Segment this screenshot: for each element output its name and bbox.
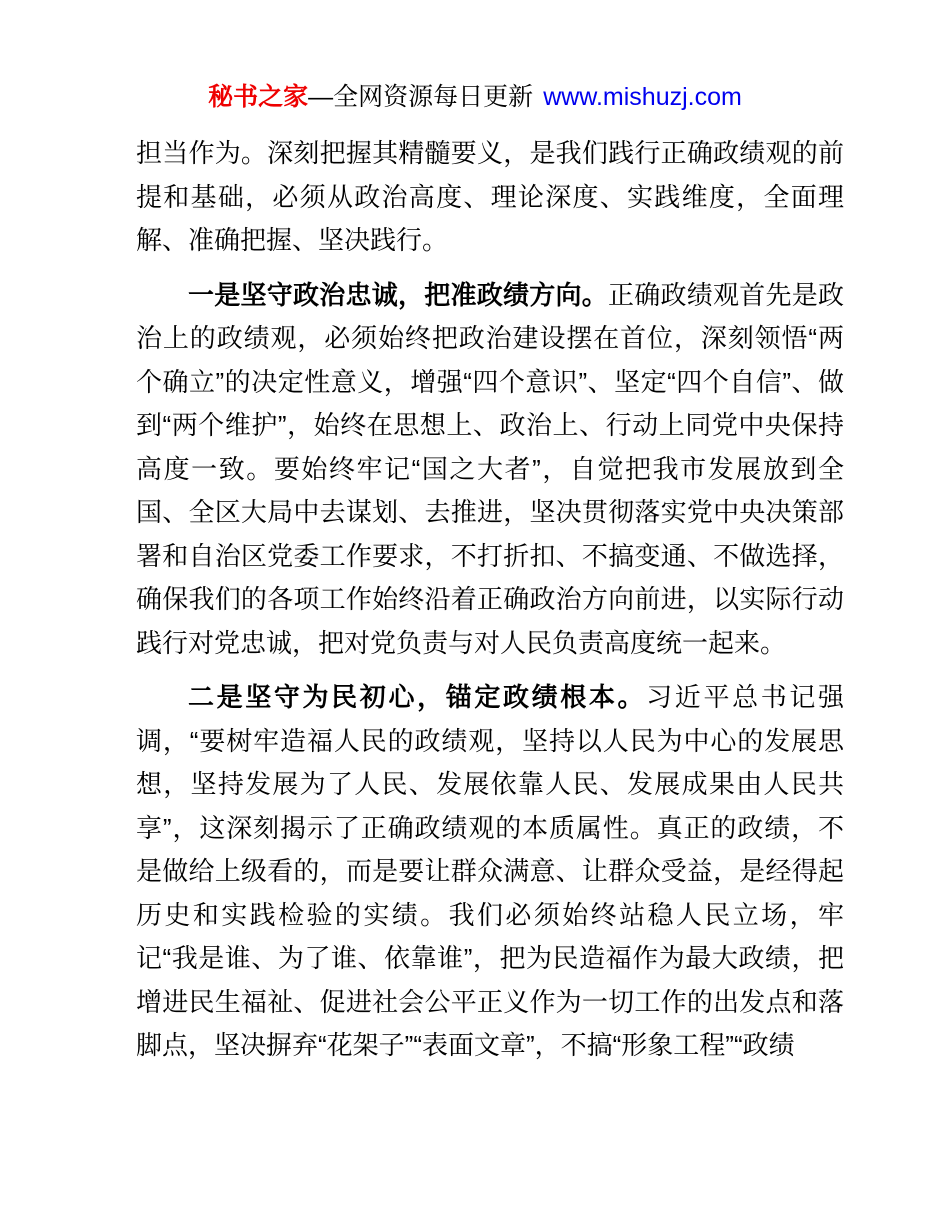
document-body: [136, 132, 844, 1068]
paragraph-point-two: [136, 676, 844, 1068]
site-name: 秘书之家: [208, 83, 309, 111]
paragraph-text: 习近平总书记强调，“要树牢造福人民的政绩观，坚持以人民为中心的发展思想，坚持发展为了人民、发展依靠人民、发展成果由人民共享”，这深刻揭示了正确政绩观的本质属性。真正的政绩，不是做给上级看的，而是要让群众满意、让群众受益，是经得起历史和实践检验的实绩。我们必须始终站稳人民立场，牢记“我是谁、为了谁、依靠谁”，把为民造福作为最大政绩，把增进民生福祉、促进社会公平正义作为一切工作的出发点和落脚点，坚决摒弃“花架子”“表面文章”，不搞“形象工程”“政绩: [136, 682, 844, 1060]
paragraph-continuation: [136, 132, 844, 263]
paragraph-text: 正确政绩观首先是政治上的政绩观，必须始终把政治建设摆在首位，深刻领悟“两个确立”的决定性意义，增强“四个意识”、坚定“四个自信”、做到“两个维护”，始终在思想上、政治上、行动上同党中央保持高度一致。要始终牢记“国之大者”，自觉把我市发展放到全国、全区大局中去谋划、去推进，坚决贯彻落实党中央决策部署和自治区党委工作要求，不打折扣、不搞变通、不做选择，确保我们的各项工作始终沿着正确政治方向前进，以实际行动践行对党忠诚，把对党负责与对人民负责高度统一起来。: [136, 279, 844, 658]
header-url-link[interactable]: www.mishuzj.com: [543, 83, 742, 111]
header-tagline: 全网资源每日更新: [333, 83, 534, 111]
paragraph-bold-lead: 二是坚守为民初心，锚定政绩根本。: [188, 682, 647, 712]
page-header: [0, 0, 950, 112]
paragraph-point-one: [136, 274, 844, 666]
paragraph-text: 担当作为。深刻把握其精髓要义，是我们践行正确政绩观的前提和基础，必须从政治高度、理论深度、实践维度，全面理解、准确把握、坚决践行。: [136, 138, 844, 255]
paragraph-bold-lead: 一是坚守政治忠诚，把准政绩方向。: [188, 279, 608, 310]
header-separator: —: [308, 83, 334, 111]
